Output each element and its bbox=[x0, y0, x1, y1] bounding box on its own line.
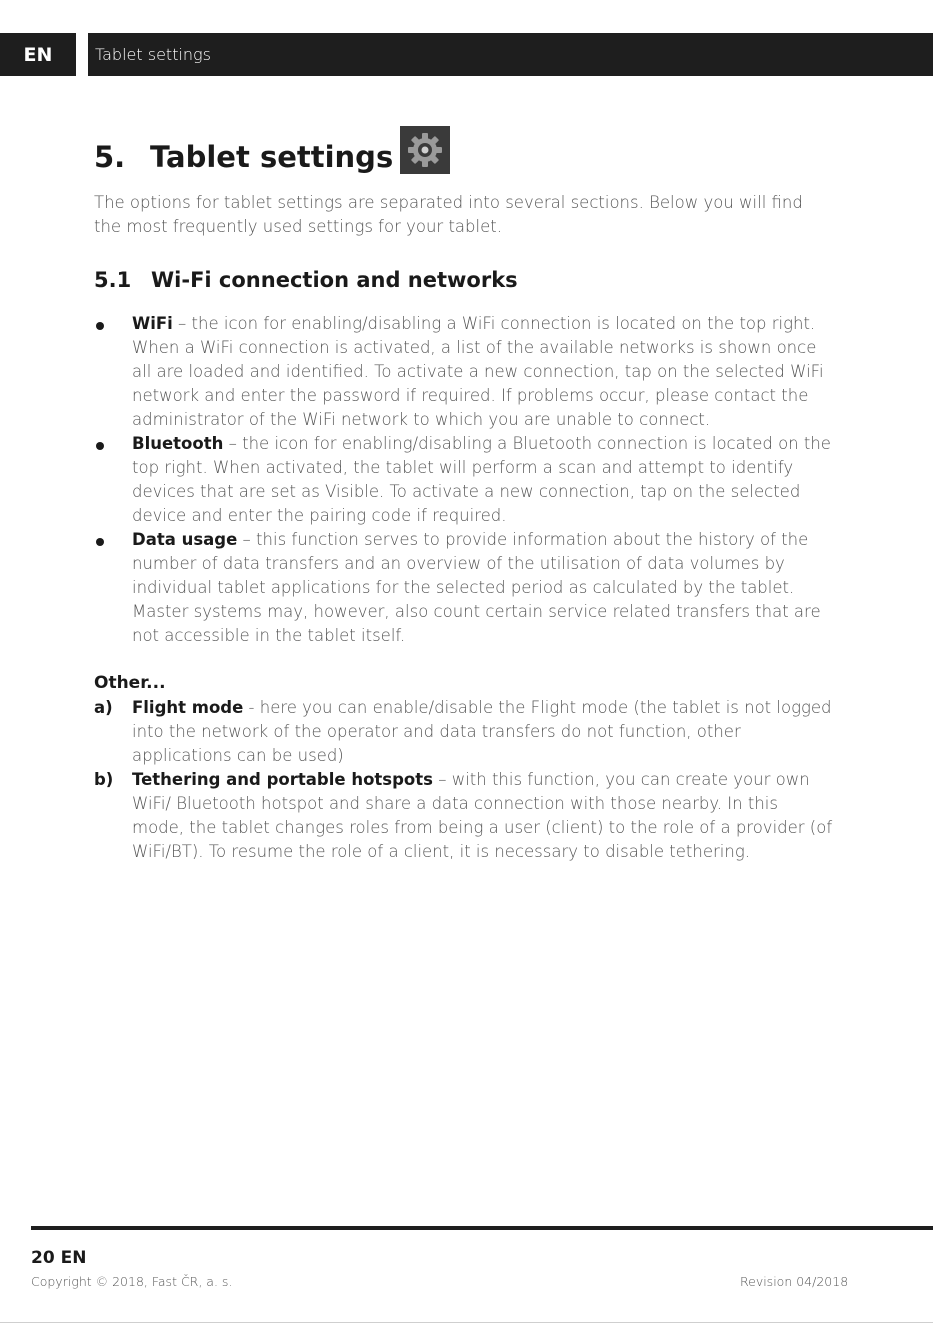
header-section-bar bbox=[88, 33, 933, 76]
title-number: 5. bbox=[94, 140, 126, 174]
other-heading: Other... bbox=[94, 673, 166, 693]
list-item bbox=[94, 528, 834, 648]
item-term: Bluetooth bbox=[132, 434, 224, 453]
list-item bbox=[94, 768, 834, 864]
item-text: – the icon for enabling/disabling a WiFi connection is located on the top right. When a WiFi connection is activated, a list of the available networks is shown once all are loaded and identified. To activate a new connection, tap on the selected WiFi network and enter the password if required. If problems occur, please contact the administrator of the WiFi network to which you are unable to connect. bbox=[132, 314, 824, 429]
copyright-text: Copyright © 2018, Fast ČR, a. s. bbox=[31, 1274, 233, 1289]
list-item bbox=[94, 312, 834, 432]
item-text: – with this function, you can create your own WiFi/ Bluetooth hotspot and share a data connection with those nearby. In this mode, the tablet changes roles from being a user (client) to the role of a provider (of WiFi/BT). To resume the role of a client, it is necessary to disable tethering. bbox=[132, 770, 833, 861]
bullet-icon bbox=[96, 442, 104, 450]
settings-bullet-list bbox=[94, 312, 834, 648]
page-bottom-rule bbox=[0, 1322, 933, 1323]
page-title bbox=[94, 132, 450, 182]
item-text: – the icon for enabling/disabling a Bluetooth connection is located on the top right. When activated, the tablet will perform a scan and attempt to identify devices that are set as Visible. To activate a new connection, tap on the selected device and enter the pairing code if required. bbox=[132, 434, 831, 525]
section-title: Wi-Fi connection and networks bbox=[151, 268, 518, 292]
bullet-icon bbox=[96, 538, 104, 546]
header-language-tab: EN bbox=[0, 33, 76, 76]
item-marker: a) bbox=[94, 698, 113, 717]
item-term: Tethering and portable hotspots bbox=[132, 770, 433, 789]
other-list bbox=[94, 696, 834, 864]
title-text: Tablet settings bbox=[150, 140, 394, 174]
item-term: Data usage bbox=[132, 530, 238, 549]
item-marker: b) bbox=[94, 770, 114, 789]
intro-paragraph: The options for tablet settings are separated into several sections. Below you will find the most frequently used settings for your tablet. bbox=[94, 193, 803, 236]
item-text: - here you can enable/disable the Flight mode (the tablet is not logged into the network of the operator and data transfers do not function, other applications can be used) bbox=[132, 698, 832, 765]
page-number: 20 EN bbox=[31, 1248, 87, 1268]
header-section-title: Tablet settings bbox=[95, 45, 211, 64]
list-item bbox=[94, 696, 834, 768]
gear-icon bbox=[400, 126, 450, 174]
item-term: Flight mode bbox=[132, 698, 244, 717]
footer-divider bbox=[31, 1226, 933, 1230]
revision-text: Revision 04/2018 bbox=[740, 1274, 849, 1289]
item-text: – this function serves to provide information about the history of the number of data transfers and an overview of the utilisation of data volumes by individual tablet applications for the selected period as calculated by the tablet. Master systems may, however, also count certain service related transfers that are not accessible in the tablet itself. bbox=[132, 530, 821, 645]
section-heading bbox=[94, 265, 518, 295]
item-term: WiFi bbox=[132, 314, 173, 333]
section-number: 5.1 bbox=[94, 268, 132, 292]
list-item bbox=[94, 432, 834, 528]
bullet-icon bbox=[96, 322, 104, 330]
